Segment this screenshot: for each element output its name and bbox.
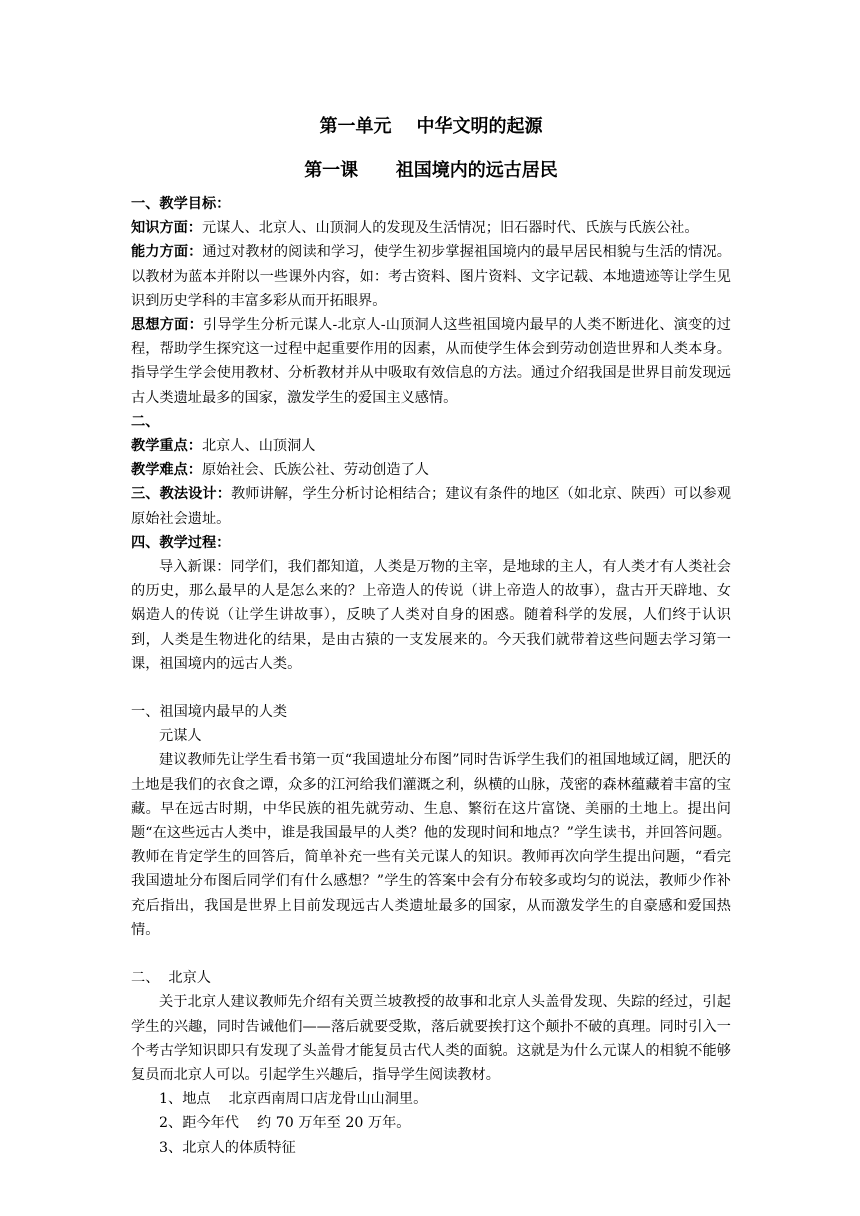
list-item: 3、北京人的体质特征 (159, 1139, 296, 1156)
part2-heading: 二、 北京人 (131, 970, 211, 987)
difficulties (131, 458, 731, 482)
knowledge-goal (131, 216, 731, 240)
difficulties-label: 教学难点： (131, 462, 202, 479)
key-points (131, 434, 731, 458)
list-item: 2、距今年代 约 70 万年至 20 万年。 (159, 1115, 411, 1132)
goals-heading: 一、教学目标： (131, 196, 231, 212)
process-heading: 四、教学过程： (131, 534, 231, 551)
spacer (131, 942, 731, 966)
knowledge-text: 元谋人、北京人、山顶洞人的发现及生活情况；旧石器时代、氏族与氏族公社。 (201, 220, 699, 237)
intro-paragraph: 导入新课：同学们，我们都知道，人类是万物的主宰，是地球的主人，有人类才有人类社会的历史，那么最早的人是怎么来的？上帝造人的传说（讲上帝造人的故事），盘古开天辟地、女娲造人的传说（让学生讲故事），反映了人类对自身的困惑。随着科学的发展，人们终于认识到，人类是生物进化的结果，是由古猿的一支发展来的。今天我们就带着这些问题去学习第一课，祖国境内的远古人类。 (131, 559, 731, 672)
lesson-title: 第一课 祖国境内的远古居民 (304, 160, 558, 181)
part2-paragraph: 关于北京人建议教师先介绍有关贾兰坡教授的故事和北京人头盖骨发现、失踪的经过，引起学生的兴趣，同时告诫他们——落后就要受欺，落后就要挨打这个颠扑不破的真理。同时引入一个考古学知识即只有发现了头盖骨才能复员古代人类的面貌。这就是为什么元谋人的相貌不能够复员而北京人可以。引起学生兴趣后，指导学生阅读教材。 (131, 994, 731, 1083)
part1-heading: 一、祖国境内最早的人类 (131, 704, 288, 721)
ability-goal (131, 240, 731, 313)
thought-text: 引导学生分析元谋人-北京人-山顶洞人这些祖国境内最早的人类不断进化、演变的过程，帮助学生探究这一过程中起重要作用的因素，从而使学生体会到劳动创造世界和人类本身。指导学生学会使用教材、分析教材并从中吸取有效信息的方法。通过介绍我国是世界目前发现远古人类遗址最多的国家，激发学生的爱国主义感情。 (131, 317, 731, 406)
difficulties-text: 原始社会、氏族公社、劳动创造了人 (201, 462, 429, 479)
document-body (131, 112, 731, 1160)
key-points-text: 北京人、山顶洞人 (201, 438, 316, 455)
ability-text: 通过对教材的阅读和学习，使学生初步掌握祖国境内的最早居民相貌与生活的情况。以教材为蓝本并附以一些课外内容，如：考古资料、图片资料、文字记载、本地遗迹等让学生见识到历史学科的丰富多彩从而开拓眼界。 (131, 244, 731, 309)
key-points-label: 教学重点： (131, 438, 202, 455)
thought-label: 思想方面： (131, 317, 203, 334)
list-item: 1、地点 北京西南周口店龙骨山山洞里。 (159, 1091, 428, 1108)
teaching-method (131, 482, 731, 530)
unit-title: 第一单元 中华文明的起源 (319, 116, 543, 137)
part1-paragraph: 建议教师先让学生看书第一页“我国遗址分布图”同时告诉学生我们的祖国地域辽阔，肥沃的土地是我们的衣食之谭，众多的江河给我们灌溉之利，纵横的山脉，茂密的森林蕴藏着丰富的宝藏。早在远古时期，中华民族的祖先就劳动、生息、繁衍在这片富饶、美丽的土地上。提出问题“在这些远古人类中，谁是我国最早的人类？他的发现时间和地点？”学生读书，并回答问题。教师在肯定学生的回答后，简单补充一些有关元谋人的知识。教师再次向学生提出问题，“看完我国遗址分布图后同学们有什么感想？”学生的答案中会有分布较多或均匀的说法，教师少作补充后指出，我国是世界上目前发现远古人类遗址最多的国家，从而激发学生的自豪感和爱国热情。 (131, 752, 731, 938)
section-two-heading: 二、 (131, 413, 160, 430)
method-text: 教师讲解，学生分析讨论相结合；建议有条件的地区（如北京、陕西）可以参观原始社会遗址。 (131, 486, 731, 527)
ability-label: 能力方面： (131, 244, 203, 261)
thought-goal (131, 313, 731, 410)
part1-subheading: 元谋人 (159, 728, 202, 745)
knowledge-label: 知识方面： (131, 220, 202, 237)
spacer (131, 676, 731, 700)
method-label: 三、教法设计： (131, 486, 232, 503)
